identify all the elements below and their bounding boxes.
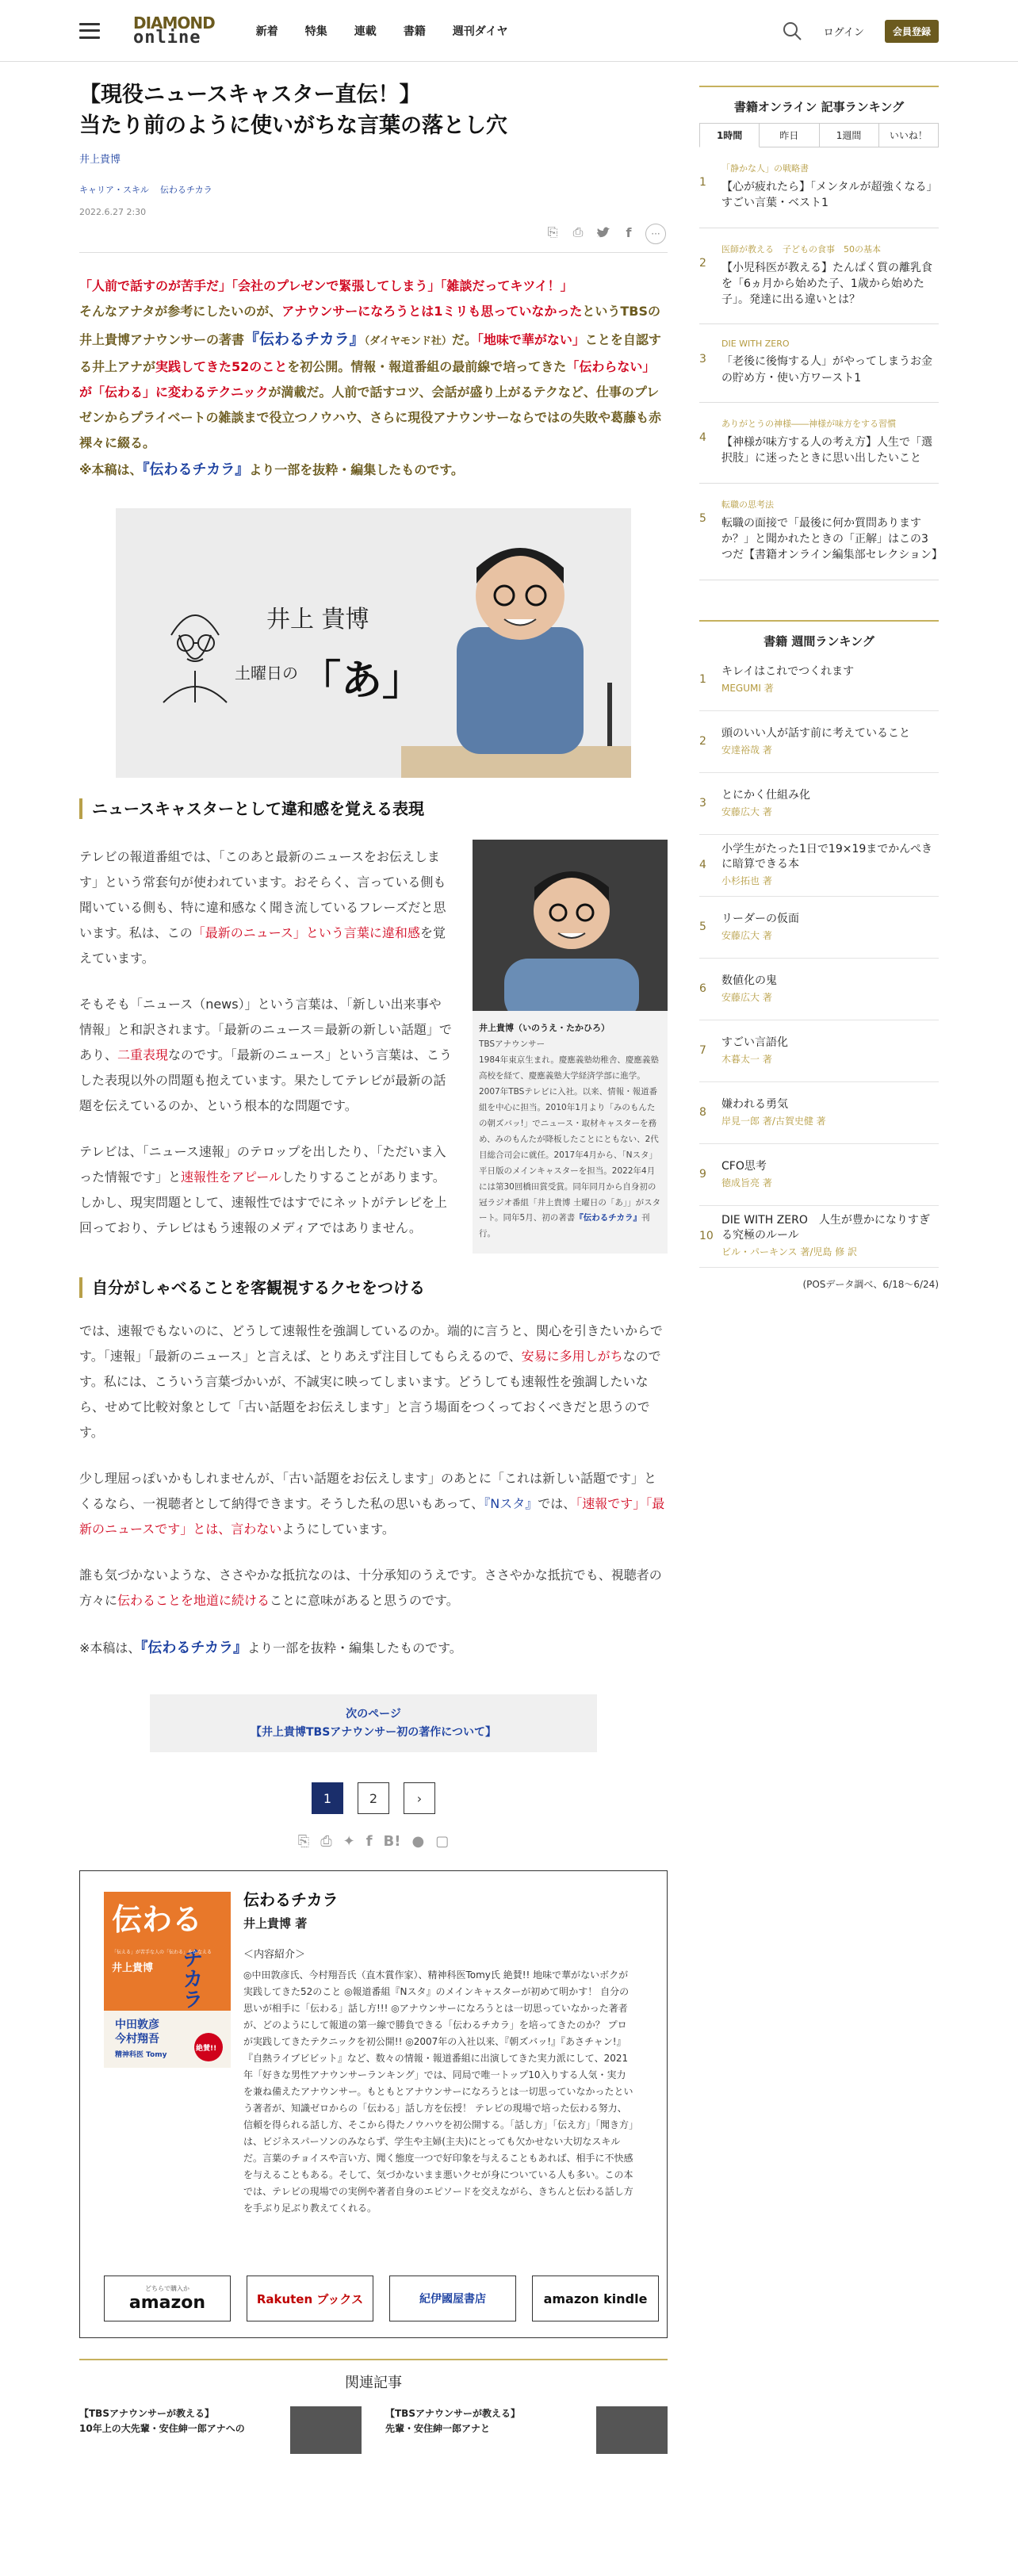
book-rank-item-8[interactable] xyxy=(699,1082,939,1144)
twitter-icon[interactable] xyxy=(595,224,612,241)
p2-text-b: なのです。「最新のニュース」という言葉は、こうした表現以外の問題も抱えています。果たしてテレビが最新の話題を伝えているのか、という根本的な問題です。 xyxy=(79,1047,452,1114)
profile-role: TBSアナウンサー xyxy=(479,1039,545,1050)
lead-note-post: より一部を抜粋・編集したものです。 xyxy=(249,462,464,478)
lead-quote-3: 「雑談だってキツイ！」 xyxy=(440,278,573,294)
p4-text-a: では、速報でもないのに、どうして速報性を強調しているのか。端的に言うと、関心を引きたいからです。「速報」「最新のニュース」と言えば、とりあえず注目してもらえるので、 xyxy=(79,1323,663,1365)
book-rank-number: 6 xyxy=(699,982,706,995)
book-rank-number: 9 xyxy=(699,1167,706,1181)
author-profile-box xyxy=(473,840,668,1254)
book-rank-item-6[interactable] xyxy=(699,959,939,1020)
book-rank-author: 安藤広大 著 xyxy=(721,929,772,941)
book-rank-author: 木暮太一 著 xyxy=(721,1053,772,1065)
section-1-body xyxy=(79,824,668,1254)
lead-note-pre: ※本稿は、 xyxy=(79,462,143,478)
p6-text-b: ことに意味があると思うのです。 xyxy=(270,1593,459,1609)
kinokuniya-store-button[interactable] xyxy=(389,2276,516,2321)
book-rank-title: CFO思考 xyxy=(721,1159,767,1173)
book-ranking xyxy=(699,620,939,1291)
site-logo[interactable] xyxy=(133,15,215,47)
nav-books[interactable]: 書籍 xyxy=(403,25,426,38)
cover-title-2: チカラ xyxy=(179,1947,203,2010)
p1-text-a: テレビの報道番組では、「このあと最新のニュースをお伝えします」という常套句が使われています。おそらく、言っている側も聞いている側も、特に違和感なく聞き流しているフレーズだと思います。私は、この xyxy=(79,849,446,941)
header-actions xyxy=(781,0,939,62)
print-icon[interactable]: ⎙ xyxy=(572,224,584,240)
p2-red: 二重表現 xyxy=(117,1047,169,1063)
search-icon[interactable] xyxy=(781,20,803,42)
p3-red: 速報性をアピール xyxy=(181,1169,282,1185)
rakuten-logo-text: Rakuten ブックス xyxy=(256,2291,364,2306)
line-icon[interactable]: ● xyxy=(411,1833,425,1851)
ranking-item-1[interactable] xyxy=(699,147,939,228)
tab-likes[interactable]: いいね！ xyxy=(879,123,939,147)
site-header xyxy=(0,0,1018,62)
p5-red: 「速報です」「最新のニュースです」とは、言わない xyxy=(79,1496,665,1537)
book-rank-item-7[interactable] xyxy=(699,1020,939,1082)
note2-post: より一部を抜粋・編集したものです。 xyxy=(247,1640,462,1656)
next-page-label: 次のページ xyxy=(346,1708,401,1721)
article-ranking-heading: 書籍オンライン 記事ランキング xyxy=(699,86,939,115)
lead-book-link[interactable]: 『伝わるチカラ』 xyxy=(244,331,365,349)
related-articles-heading: 関連記事 xyxy=(79,2359,668,2392)
cover-blurb: 「伝える」が苦手な人の「伝わる」をかなえる xyxy=(112,1950,212,1956)
paragraph-1 xyxy=(79,844,452,971)
hatena-icon[interactable]: B! xyxy=(383,1833,401,1851)
sidebar xyxy=(699,86,943,1291)
book-rank-item-4[interactable] xyxy=(699,835,939,897)
register-button[interactable]: 会員登録 xyxy=(885,20,939,43)
cover-author: 井上貴博 xyxy=(112,1962,154,1975)
rank-number: 5 xyxy=(699,511,706,525)
section-heading-2: 自分がしゃべることを客観視するクセをつける xyxy=(79,1277,668,1298)
book-rank-title: 頭のいい人が話す前に考えていること xyxy=(721,726,910,740)
cover-endorse-3: 精神科医 Tomy xyxy=(115,2051,167,2060)
amazon-logo-text: amazon xyxy=(128,2293,206,2314)
related-articles xyxy=(79,2406,668,2454)
page-2-button[interactable]: 2 xyxy=(358,1782,389,1814)
paragraph-5 xyxy=(79,1466,668,1542)
category-book[interactable]: 伝わるチカラ xyxy=(159,185,212,196)
rank-title: 転職の面接で「最後に何か質問ありますか？」と聞かれたときの「正解」はこの3つだ【書籍オンライン編集部セレクション】 xyxy=(721,516,943,562)
book-author: 井上貴博 著 xyxy=(243,1916,308,1931)
cover-endorse-1: 中田敦彦 xyxy=(115,2019,159,2032)
hero-image xyxy=(116,508,631,778)
book-promo-box xyxy=(79,1870,668,2338)
p3-text-a: テレビは、「ニュース速報」のテロップを出したり、「ただいま入った情報です」と xyxy=(79,1144,446,1185)
article-title xyxy=(79,79,668,141)
book-rank-author: 安達裕哉 著 xyxy=(721,744,772,756)
kindle-store-button[interactable] xyxy=(532,2276,659,2321)
more-icon[interactable]: ··· xyxy=(645,224,666,244)
next-page-arrow-icon[interactable]: › xyxy=(404,1782,435,1814)
cover-badge: 絶賛!! xyxy=(196,2045,217,2054)
share-bar xyxy=(79,224,666,244)
author-photo xyxy=(473,840,668,1011)
related-2-thumbnail xyxy=(596,2406,668,2454)
section-heading-1: ニュースキャスターとして違和感を覚える表現 xyxy=(79,798,668,819)
author-profile-caption xyxy=(473,1011,668,1254)
related-1-tag: 【TBSアナウンサーが教える】 xyxy=(79,2408,214,2420)
book-rank-number: 7 xyxy=(699,1043,706,1057)
book-rank-number: 3 xyxy=(699,796,706,810)
profile-bio-text: 1984年東京生まれ。慶應義塾幼稚舎、慶應義塾高校を経て、慶應義塾大学経済学部に進学。2007年TBSテレビに入社。以来、情報・報道番組を中心に担当。2010年1月より「みのもんたの朝ズバッ!」でニュース・取材キャスターを務め、みのもんたが降板したことにともない、2代目総合司会に就任。2017年4月から、「Nスタ」平日版のメインキャスターを担当。2022年4月には第30回橋田賞受賞。同年同月から自身初の冠ラジオ番組「井上貴博 土曜日の「あ」」がスタート。同年5月、初の著書 xyxy=(479,1055,661,1223)
book-ranking-heading: 書籍 週間ランキング xyxy=(699,620,939,649)
book-rank-title: キレイはこれでつくれます xyxy=(721,664,855,678)
print-icon[interactable]: ⎙ xyxy=(320,1833,332,1851)
next-page-title: 【井上貴博TBSアナウンサー初の著作について】 xyxy=(250,1725,497,1739)
book-rank-title: 嫌われる勇気 xyxy=(721,1097,788,1111)
rank-category: 転職の思考法 xyxy=(721,499,774,510)
book-rank-number: 10 xyxy=(699,1229,714,1242)
pos-data-note: (POSデータ調べ、6/18〜6/24) xyxy=(802,1278,939,1290)
pagination xyxy=(79,1782,668,1814)
author-link[interactable]: 井上貴博 xyxy=(79,154,121,167)
ranking-item-5[interactable] xyxy=(699,484,943,580)
rank-title: 【神様が味方する人の考え方】人生で「選択肢」に迷ったときに思い出したいこと xyxy=(721,436,932,465)
profile-book-link[interactable]: 『伝わるチカラ』 xyxy=(575,1213,642,1223)
facebook-icon[interactable]: f xyxy=(626,224,632,240)
rank-title: 【小児科医が教える】たんぱく質の離乳食を「6ヵ月から始めた子、1歳から始めた子」。発達に出る違いとは？ xyxy=(721,261,932,307)
profile-bio xyxy=(479,1053,661,1242)
book-rank-title: とにかく仕組み化 xyxy=(721,788,810,802)
bottom-share-bar xyxy=(79,1833,668,1850)
p6-text-a: 誰も気づかないような、ささやかな抵抗なのは、十分承知のうえです。ささやかな抵抗でも、視聴者の方々に xyxy=(79,1567,662,1609)
global-nav xyxy=(256,23,508,39)
article-lead xyxy=(79,274,668,484)
p6-red: 伝わることを地道に続ける xyxy=(117,1593,270,1609)
rank-title: 「老後に後悔する人」がやってしまうお金の貯め方・使い方ワースト1 xyxy=(721,355,932,385)
clip-icon[interactable]: ⎘ xyxy=(297,1833,310,1851)
article-main xyxy=(79,79,668,2454)
ranking-item-4[interactable] xyxy=(699,403,939,484)
book-rank-title: すごい言語化 xyxy=(721,1035,788,1049)
book-rank-item-10[interactable] xyxy=(699,1206,939,1268)
tab-yesterday[interactable]: 昨日 xyxy=(760,123,819,147)
book-rank-author: 安藤広大 著 xyxy=(721,991,772,1003)
note2-pre: ※本稿は、 xyxy=(79,1640,141,1656)
lead-quote-1: 「人前で話すのが苦手だ」 xyxy=(79,278,232,294)
category-list xyxy=(79,183,668,196)
paragraph-2 xyxy=(79,992,452,1119)
related-article-1[interactable] xyxy=(79,2406,362,2454)
book-rank-author: MEGUMI 著 xyxy=(721,682,774,694)
ranking-tabs xyxy=(699,123,939,147)
related-1-title: 10年上の大先輩・安住紳一郎アナへの xyxy=(79,2423,245,2435)
lead-note-book[interactable]: 『伝わるチカラ』 xyxy=(142,461,250,479)
amazon-store-button[interactable] xyxy=(104,2276,231,2321)
lead-red-4: 「伝わらない」が「伝わる」に変わるテクニック xyxy=(79,359,656,400)
login-link[interactable]: ログイン xyxy=(823,26,864,39)
profile-bio-end: 刊行。 xyxy=(479,1213,650,1239)
lead-quote-2: 「会社のプレゼンで緊張してしまう」 xyxy=(232,278,441,294)
rank-number: 4 xyxy=(699,431,706,445)
lead-red-3: 実践してきた52のこと xyxy=(155,359,288,375)
lead-text-1: そんなアナタが参考にしたいのが、 xyxy=(79,304,282,320)
cover-endorse-2: 今村翔吾 xyxy=(115,2033,159,2046)
rank-number: 3 xyxy=(699,353,706,366)
paragraph-3 xyxy=(79,1139,452,1241)
book-info xyxy=(243,1887,635,2217)
next-page-link[interactable] xyxy=(150,1694,597,1752)
logo-top-text: DIAMOND xyxy=(133,13,215,33)
hero-illustration xyxy=(116,508,631,778)
book-rank-title: リーダーの仮面 xyxy=(721,912,799,925)
nav-feature[interactable]: 特集 xyxy=(304,25,327,38)
nav-weekly[interactable]: 週刊ダイヤ xyxy=(452,25,508,38)
amazon-small-text: どちらで購入か xyxy=(145,2285,189,2293)
page-1-button[interactable]: 1 xyxy=(312,1782,343,1814)
rank-category: 「静かな人」の戦略書 xyxy=(721,163,809,174)
category-career[interactable]: キャリア・スキル xyxy=(79,185,149,196)
book-title: 伝わるチカラ xyxy=(243,1890,339,1910)
lead-red-1: アナウンサーになろうとは1ミリも思っていなかった xyxy=(281,304,583,320)
book-rank-author: 安藤広大 著 xyxy=(721,806,772,817)
book-rank-item-2[interactable] xyxy=(699,711,939,773)
menu-icon[interactable] xyxy=(79,23,100,39)
rank-number: 1 xyxy=(699,176,706,189)
book-rank-number: 4 xyxy=(699,858,706,871)
book-rank-title: 数値化の鬼 xyxy=(721,974,777,987)
book-ranking-list xyxy=(699,649,939,1268)
paragraph-6 xyxy=(79,1563,668,1613)
hero-name-text: 井上 貴博 xyxy=(266,606,369,634)
book-rank-author: 岸見一郎 著/古賀史健 著 xyxy=(721,1115,826,1127)
book-rank-item-5[interactable] xyxy=(699,897,939,959)
publish-date: 2022.6.27 2:30 xyxy=(79,207,147,218)
profile-name: 井上貴博（いのうえ・たかひろ） xyxy=(479,1023,610,1034)
book-rank-item-9[interactable] xyxy=(699,1144,939,1206)
p1-red: 「最新のニュース」という言葉に違和感 xyxy=(192,925,420,941)
lead-publisher: （ダイヤモンド社） xyxy=(364,335,452,348)
book-rank-title: 小学生がたった1日で19×19までかんぺきに暗算できる本 xyxy=(721,843,932,871)
p2-text-a: そもそも「ニュース（news）」という言葉は、「新しい出来事や情報」と和訳されます。「最新のニュース＝最新の新しい話題」であり、 xyxy=(79,997,452,1063)
book-rank-author: 徳成旨亮 著 xyxy=(721,1177,772,1188)
p5-text-a: 少し理屈っぽいかもしれませんが、「古い話題をお伝えします」のあとに「これは新しい話題です」とくるなら、一視聴者として納得できます。そうした私の思いもあって、 xyxy=(79,1471,657,1512)
rank-title: 【心が疲れたら】「メンタルが超強くなる」すごい言葉・ベスト1 xyxy=(721,181,938,210)
p4-red: 安易に多用しがち xyxy=(521,1349,623,1365)
rank-category: DIE WITH ZERO xyxy=(721,339,790,350)
p3-text-b: したりすることがあります。しかし、現実問題として、速報性ではすでにネットがテレビを上回っており、テレビはもう速報のメディアではありません。 xyxy=(79,1169,447,1236)
rakuten-store-button[interactable] xyxy=(247,2276,373,2321)
tab-1hour[interactable]: 1時間 xyxy=(699,123,760,147)
related-2-title: 先輩・安住紳一郎アナと xyxy=(385,2423,491,2435)
hero-a-text: 「あ」 xyxy=(300,657,424,706)
rank-category: 医師が教える 子どもの食事 50の基本 xyxy=(721,243,881,255)
p1-text-b: を覚えています。 xyxy=(79,925,446,966)
book-rank-number: 1 xyxy=(699,672,706,686)
related-1-thumbnail xyxy=(290,2406,362,2454)
lead-text-6: が満載だ。人前で話すコツ、会話が盛り上がるテクなど、仕事のプレゼンからプライベートの雑談まで役立つノウハウ、さらに現役アナウンサーならではの失敗や葛藤も赤裸々に綴る。 xyxy=(79,385,662,451)
rank-number: 2 xyxy=(699,256,706,270)
section-1-text xyxy=(79,824,452,1254)
lead-text-3: だ。 xyxy=(451,332,477,348)
paragraph-4 xyxy=(79,1319,668,1445)
book-description-heading: ＜内容紹介＞ xyxy=(243,1949,306,1962)
paragraph-note xyxy=(79,1634,668,1663)
ranking-item-2[interactable] xyxy=(699,228,939,325)
cover-title: 伝わる xyxy=(112,1902,203,1938)
nav-new[interactable]: 新着 xyxy=(255,25,278,38)
facebook-icon[interactable]: f xyxy=(365,1833,373,1851)
nav-series[interactable]: 連載 xyxy=(354,25,377,38)
book-rank-number: 2 xyxy=(699,734,706,748)
lead-text-5: を初公開。情報・報道番組の最前線で培ってきた xyxy=(287,359,567,375)
clip-icon[interactable]: ⎘ xyxy=(547,224,558,240)
book-cover-image[interactable] xyxy=(104,1892,231,2068)
p4-text-b: なのです。私には、こういう言葉づかいが、不誠実に映ってしまいます。どうしても速報性を強調したいなら、せめて比較対象として「古い話題をお伝えします」と言う場面をつくっておくべきだと思うのです。 xyxy=(79,1349,661,1441)
rank-category: ありがとうの神様――神様が味方をする習慣 xyxy=(721,419,896,430)
book-rank-author: 小杉拓也 著 xyxy=(721,875,772,886)
kinokuniya-logo-text: 紀伊國屋書店 xyxy=(419,2293,486,2306)
lead-text-2: というTBSの井上貴博アナウンサーの著書 xyxy=(79,304,660,348)
book-rank-author: ビル・パーキンス 著/児島 修 訳 xyxy=(721,1246,858,1257)
logo-bottom-text: online xyxy=(133,27,201,48)
book-description: ◎中田敦彦氏、今村翔吾氏（直木賞作家）、精神科医Tomy氏 絶賛!! 地味で華がないボクが実践してきた52のこと ◎報道番組『Nスタ』のメインキャスターが初めて明かす！ 自分の思いが相手に「伝わる」話し方!!! ◎アナウンサーになろうとは一切思っていなかった著者が、どのようにして報道の第一線で勝負できる「伝わるチカラ」を培ってきたのか？ プロが実践してきたテクニックを初公開!! ◎2007年の入社以来、『朝ズバッ!』『あさチャン!』『自熱ライブビビット』など、数々の情報・報道番組に出演してきた実力派にして、2021年「好きな男性アナウンサーランキング」では、同局で唯一トップ10入りする人気・実力を兼ね備えたアナウンサー。もともとアナウンサーになろうとは一切思っていなかったという著者が、知識ゼロからの「伝わる」話し方を伝授！ テレビの現場で培った伝わる努力、信頼を得られる話し方、そこから得たノウハウを初公開する。「話し方」「伝え方」「聞き方」は、ビジネスパーソンのみならず、学生や主婦(主夫)にとっても欠かせない大切なスキルだ。言葉のチョイスや言い方、聞く態度一つで好印象を与えることもあれば、相手に不快感を与えることもある。そして、気づかないまま悪いクセが身についている人も多い。この本では、テレビの現場での実例や著者自身のエピソードを交えながら、きちんと伝わる話し方を手ぶり足ぶり教えてくれる。 xyxy=(243,1969,634,2214)
title-line-2: 当たり前のように使いがちな言葉の落とし穴 xyxy=(79,113,507,139)
store-links xyxy=(104,2276,659,2321)
twitter-icon[interactable]: ✦ xyxy=(343,1833,355,1851)
hero-sub-text: 土曜日の xyxy=(235,664,298,683)
related-2-tag: 【TBSアナウンサーが教える】 xyxy=(385,2408,520,2420)
note2-book[interactable]: 『伝わるチカラ』 xyxy=(140,1640,248,1657)
book-rank-item-3[interactable] xyxy=(699,773,939,835)
book-rank-number: 8 xyxy=(699,1105,706,1119)
ranking-item-3[interactable] xyxy=(699,324,939,403)
lead-red-2: 「地味で華がない」 xyxy=(476,332,585,348)
pocket-icon[interactable]: ▢ xyxy=(435,1833,450,1851)
book-rank-number: 5 xyxy=(699,920,706,933)
title-line-1: 【現役ニュースキャスター直伝！】 xyxy=(79,82,421,107)
p5-blue[interactable]: 『Nスタ』 xyxy=(484,1496,538,1512)
kindle-logo-text: amazon kindle xyxy=(543,2291,648,2306)
related-article-2[interactable] xyxy=(385,2406,668,2454)
article-ranking-list xyxy=(699,147,943,580)
lead-text-4: ことを自認する井上アナが xyxy=(79,332,661,375)
p5-text-c: ようにしています。 xyxy=(281,1521,395,1537)
header-divider xyxy=(79,252,668,253)
tab-1week[interactable]: 1週間 xyxy=(820,123,879,147)
p5-text-b: では、 xyxy=(538,1496,576,1512)
book-rank-title: DIE WITH ZERO 人生が豊かになりすぎる究極のルール xyxy=(721,1214,930,1242)
section-2-text xyxy=(79,1319,668,1663)
book-rank-item-1[interactable] xyxy=(699,649,939,711)
